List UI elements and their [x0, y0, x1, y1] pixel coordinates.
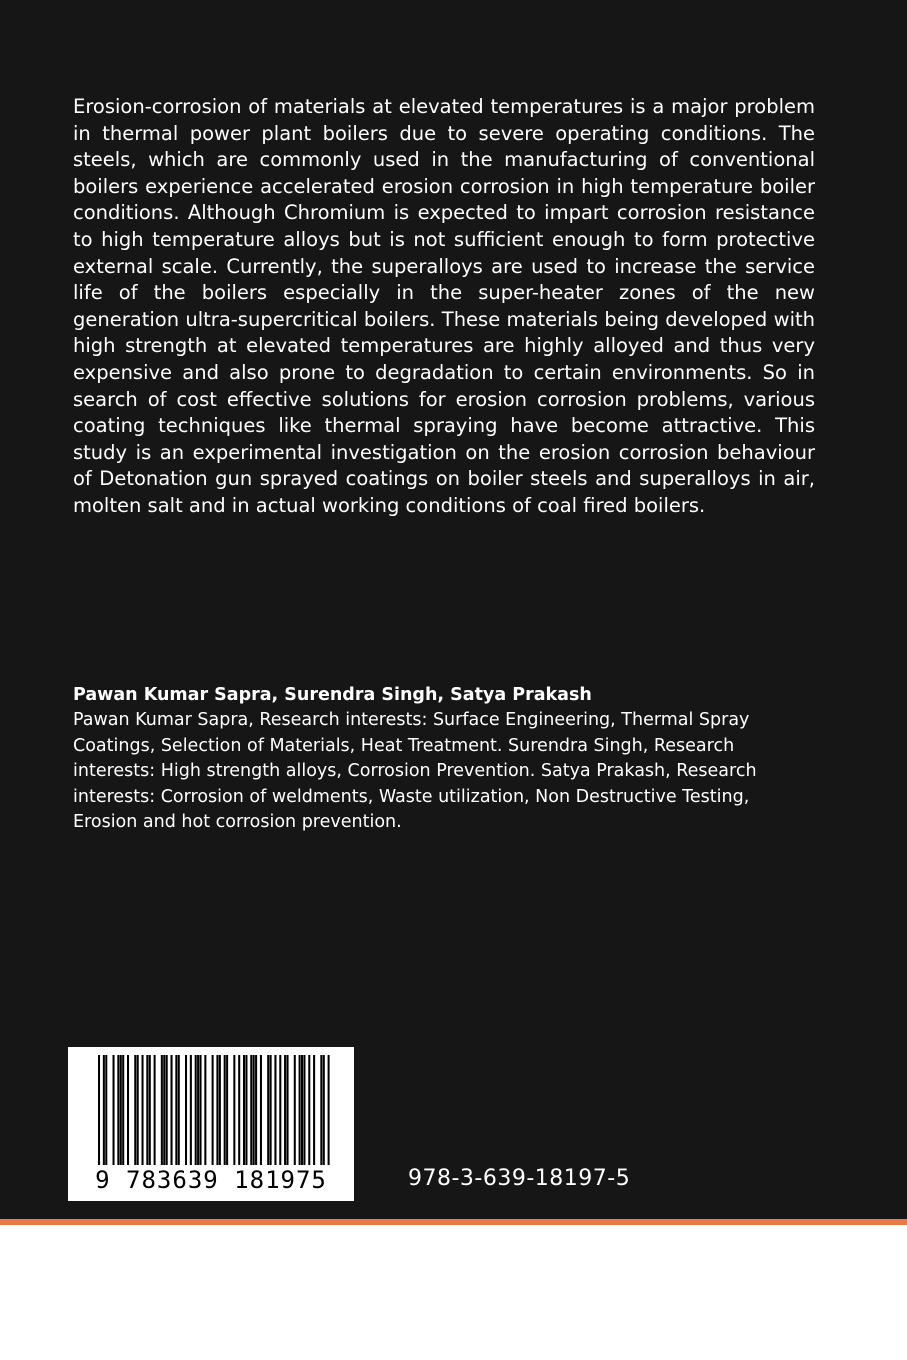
barcode-bar [103, 1055, 105, 1165]
barcode-bar [105, 1055, 107, 1165]
barcode-bar [197, 1055, 199, 1165]
barcode-bar [328, 1055, 330, 1165]
barcode-bar [166, 1055, 168, 1165]
barcode-bar [190, 1055, 192, 1165]
barcode-bar [178, 1055, 180, 1165]
barcode-bar [120, 1055, 122, 1165]
barcode-bar [294, 1055, 296, 1165]
barcode-bar [274, 1055, 276, 1165]
barcode-bar [308, 1055, 310, 1165]
barcode-bar [204, 1055, 206, 1165]
barcode-bar [226, 1055, 228, 1165]
barcode-bar [146, 1055, 148, 1165]
barcode-bar [243, 1055, 245, 1165]
barcode-bar [233, 1055, 235, 1165]
barcode-bar [253, 1055, 255, 1165]
barcode-bar [250, 1055, 252, 1165]
barcode-bar [301, 1055, 303, 1165]
barcode-bar [137, 1055, 139, 1165]
barcode-bar [185, 1055, 187, 1165]
book-description: Erosion-corrosion of materials at elevated temperatures is a major problem in thermal power plant boilers due to severe operating conditions. The steels, which are commonly used in the manufacturing of conventional boilers experience accelerated erosion corrosion in high temperature boiler conditions. Although Chromium is expected to impart corrosion resistance to high temperature alloys but is not sufficient enough to form protective external scale. Currently, the superalloys are used to increase the service life of the boilers especially in the super-heater zones of the new generation ultra-supercritical boilers. These materials being developed with high strength at elevated temperatures are highly alloyed and thus very expensive and also prone to degradation to certain environments. So in search of cost effective solutions for erosion corrosion problems, various coating techniques like thermal spraying have become attractive. This study is an experimental investigation on the erosion corrosion behaviour of Detonation gun sprayed coatings on boiler steels and superalloys in air, molten salt and in actual working conditions of coal fired boilers. [73, 95, 815, 517]
barcode-bar [284, 1055, 286, 1165]
barcode-bar [154, 1055, 156, 1165]
barcode-bar [224, 1055, 226, 1165]
author-names: Pawan Kumar Sapra, Surendra Singh, Satya Prakash [73, 685, 592, 705]
barcode-bar [279, 1055, 281, 1165]
barcode-bar [267, 1055, 269, 1165]
barcode-bar [161, 1055, 163, 1165]
barcode-bar [320, 1055, 322, 1165]
author-section [73, 683, 815, 836]
barcode-bar [260, 1055, 262, 1165]
barcode-bar [212, 1055, 214, 1165]
barcode-bar [238, 1055, 240, 1165]
barcode-bar [216, 1055, 218, 1165]
author-biography: Pawan Kumar Sapra, Research interests: Surface Engineering, Thermal Spray Coatings, Selection of Materials, Heat Treatment. Surendra Singh, Research interests: High strength alloys, Corrosion Prevention. Satya Prakash, Research interests: Corrosion of weldments, Waste utilization, Non Destructive Testing, Erosion and hot corrosion prevention. [73, 710, 757, 833]
isbn-number: 978-3-639-18197-5 [408, 1166, 631, 1191]
barcode-bar [98, 1055, 100, 1165]
barcode-bar [117, 1055, 119, 1165]
barcode-bar [175, 1055, 177, 1165]
barcode-bar [122, 1055, 124, 1165]
barcode-bar [270, 1055, 272, 1165]
barcode-bar [195, 1055, 197, 1165]
barcode-bar [200, 1055, 202, 1165]
barcode-bar [313, 1055, 315, 1165]
barcode-bar [303, 1055, 305, 1165]
barcode-digits: 9 783639 181975 [95, 1166, 327, 1194]
barcode-bar [142, 1055, 144, 1165]
barcode-bar [134, 1055, 136, 1165]
barcode-bar [149, 1055, 151, 1165]
barcode-bar [163, 1055, 165, 1165]
barcode-bar [287, 1055, 289, 1165]
barcode-bar [113, 1055, 115, 1165]
isbn-barcode [68, 1047, 354, 1201]
barcode-bar [255, 1055, 257, 1165]
barcode-bar [171, 1055, 173, 1165]
barcode-bar [127, 1055, 129, 1165]
barcode-bar [299, 1055, 301, 1165]
accent-stripe [0, 1219, 907, 1225]
barcode-bar [323, 1055, 325, 1165]
barcode-bar [219, 1055, 221, 1165]
barcode-bar [245, 1055, 247, 1165]
